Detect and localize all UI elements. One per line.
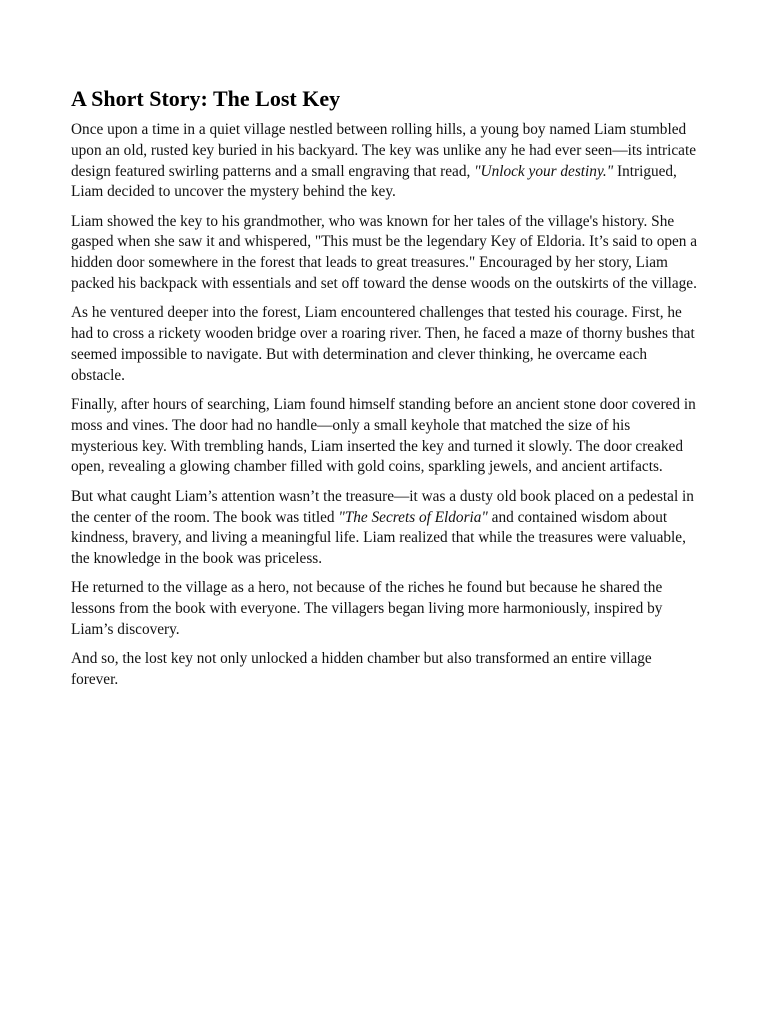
italic-quote: "Unlock your destiny.": [474, 162, 614, 180]
story-title: A Short Story: The Lost Key: [71, 86, 341, 111]
paragraph-text: Intrigued, Liam decided to uncover the mystery behind the key.: [71, 162, 677, 201]
paragraph-text: He returned to the village as a hero, not because of the riches he found but because he shared the lessons from the book with everyone. The villagers began living more harmoniously, inspired by Liam’s discovery.: [71, 579, 663, 639]
story-paragraph: [71, 578, 701, 640]
italic-quote: "The Secrets of Eldoria": [338, 508, 488, 526]
paragraph-text: As he ventured deeper into the forest, Liam encountered challenges that tested his courage. First, he had to cross a rickety wooden bridge over a roaring river. Then, he faced a maze of thorny bushes that seemed impossible to navigate. But with determination and clever thinking, he overcame each obstacle.: [71, 304, 695, 384]
story-paragraph: [71, 303, 701, 386]
paragraph-text: Liam showed the key to his grandmother, who was known for her tales of the village's history. She gasped when she saw it and whispered, "This must be the legendary Key of Eldoria. It’s said to open a hidden door somewhere in the forest that leads to great treasures." Encouraged by her story, Liam packed his backpack with essentials and set off toward the dense woods on the outskirts of the village.: [71, 212, 698, 293]
story-paragraph: [71, 120, 701, 203]
story-paragraph: [71, 649, 701, 691]
paragraph-text: But what caught Liam’s attention wasn’t the treasure—it was a dusty old book placed on a pedestal in the center of the room. The book was titled: [71, 487, 694, 526]
paragraph-text: And so, the lost key not only unlocked a hidden chamber but also transformed an entire village forever.: [71, 650, 652, 689]
paragraph-text: Finally, after hours of searching, Liam found himself standing before an ancient stone door covered in moss and vines. The door had no handle—only a small keyhole that matched the size of his mysterious key. With trembling hands, Liam inserted the key and turned it slowly. The door creaked open, revealing a glowing chamber filled with gold coins, sparkling jewels, and ancient artifacts.: [71, 396, 696, 476]
story-paragraph: [71, 212, 701, 295]
paragraph-text: and contained wisdom about kindness, bravery, and living a meaningful life. Liam realized that while the treasures were valuable, the knowledge in the book was priceless.: [71, 508, 686, 568]
paragraph-text: Once upon a time in a quiet village nestled between rolling hills, a young boy named Liam stumbled upon an old, rusted key buried in his backyard. The key was unlike any he had ever seen—its intricate design featured swirling patterns and a small engraving that read,: [71, 121, 697, 180]
story-paragraph: [71, 487, 701, 570]
story-body: [71, 120, 701, 691]
story-paragraph: [71, 395, 701, 478]
document-page: [71, 84, 701, 699]
